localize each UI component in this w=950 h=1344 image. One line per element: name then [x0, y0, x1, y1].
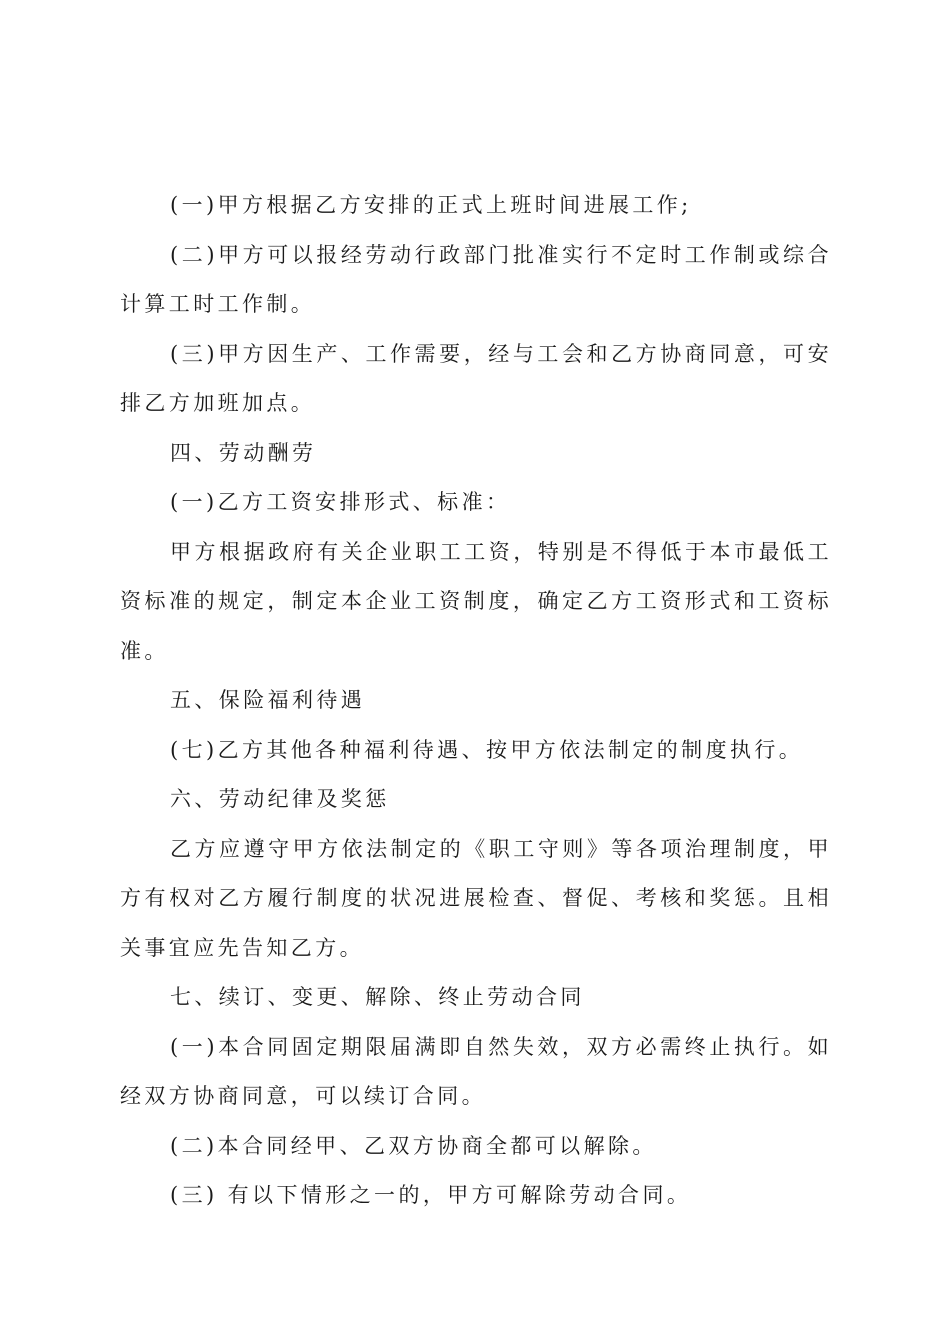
- paragraph: (一)甲方根据乙方安排的正式上班时间进展工作;: [170, 193, 692, 217]
- paragraph: (二)甲方可以报经劳动行政部门批准实行不定时工作制或综合计算工时工作制。: [120, 242, 832, 316]
- document-body: [120, 181, 832, 1221]
- paragraph: (二)本合同经甲、乙双方协商全都可以解除。: [170, 1133, 657, 1158]
- paragraph: (一)本合同固定期限届满即自然失效，双方必需终止执行。如经双方协商同意，可以续订合同。: [120, 1034, 832, 1108]
- paragraph: (三) 有以下情形之一的，甲方可解除劳动合同。: [170, 1183, 692, 1207]
- section-heading: 五、保险福利待遇: [170, 688, 366, 712]
- section-heading: 七、续订、变更、解除、终止劳动合同: [170, 985, 585, 1009]
- paragraph: (七)乙方其他各种福利待遇、按甲方依法制定的制度执行。: [170, 737, 804, 762]
- section-heading: 四、劳动酬劳: [170, 440, 317, 465]
- paragraph: 乙方应遵守甲方依法制定的《职工守则》等各项治理制度，甲方有权对乙方履行制度的状况进展检查、督促、考核和奖惩。且相关事宜应先告知乙方。: [120, 836, 832, 960]
- paragraph: (三)甲方因生产、工作需要，经与工会和乙方协商同意，可安排乙方加班加点。: [120, 341, 832, 415]
- paragraph: (一)乙方工资安排形式、标准：: [170, 490, 511, 514]
- paragraph: 甲方根据政府有关企业职工工资，特别是不得低于本市最低工资标准的规定，制定本企业工资制度，确定乙方工资形式和工资标准。: [120, 539, 832, 663]
- section-heading: 六、劳动纪律及奖惩: [170, 787, 390, 811]
